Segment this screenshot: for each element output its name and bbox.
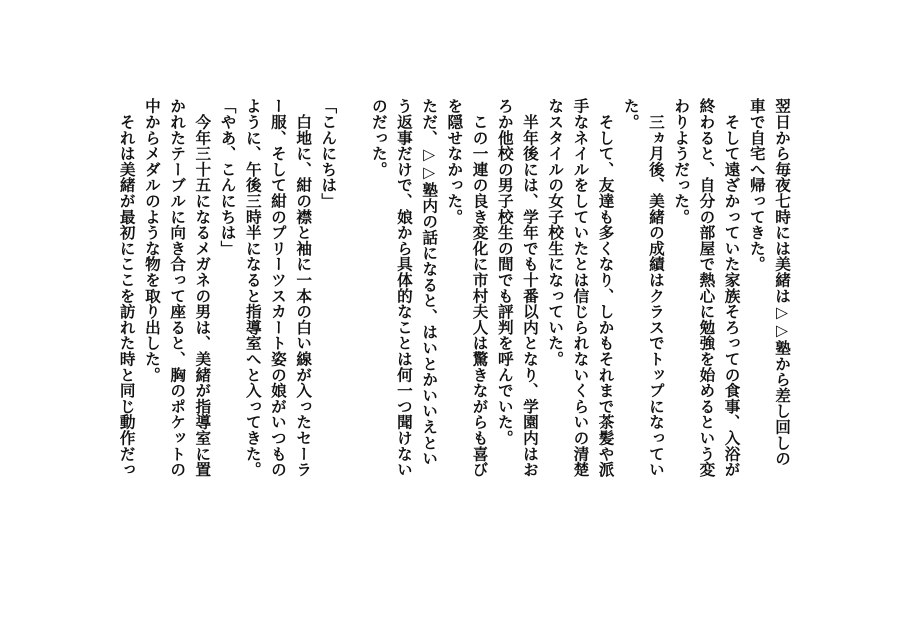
text-line: 「やあ、こんにちは」	[218, 98, 237, 256]
text-line: なスタイルの女子校生になっていた。	[546, 98, 565, 367]
text-line: ろか他校の男子校生の間でも評判を呼んでいた。	[495, 98, 514, 446]
text-line: ように、午後三時半になると指導室へと入ってきた。	[243, 98, 262, 478]
blank-line	[340, 98, 365, 568]
text-line: た。	[621, 98, 640, 130]
text-line: 車で自宅へ帰ってきた。	[747, 98, 766, 272]
text-line: 今年三十五になるメガネの男は、美緒が指導室に置	[193, 98, 212, 478]
text-line: そして遠ざかっていた家族そろっての食事、入浴が	[722, 98, 741, 478]
text-line: かれたテーブルに向き合って座ると、胸のポケットの	[168, 98, 187, 478]
vertical-text-block	[114, 98, 794, 568]
text-line: ただ、▷▷塾内の話になると、はいとかいいえとい	[420, 98, 439, 467]
text-line: 三ヵ月後、美緒の成績はクラスでトップになってい	[646, 98, 665, 478]
text-line: それは美緒が最初にここを訪れた時と同じ動作だっ	[117, 98, 136, 478]
text-line: 中からメダルのような物を取り出した。	[142, 98, 161, 383]
text-line: この一連の良き変化に市村夫人は驚きながらも喜び	[470, 98, 489, 478]
text-line: のだった。	[369, 98, 388, 177]
text-line: 半年後には、学年でも十番以内となり、学園内はお	[520, 98, 539, 478]
text-line: 手なネイルをしていたとは信じられないくらいの清楚	[571, 98, 590, 478]
text-line: 白地に、紺の襟と袖に一本の白い線が入ったセーラ	[294, 98, 313, 478]
text-line: 「こんにちは」	[319, 98, 338, 209]
text-line: ー服、そして紺のプリーツスカート姿の娘がいつもの	[268, 98, 287, 478]
text-line: を隠せなかった。	[445, 98, 464, 225]
text-line: 翌日から毎夜七時には美緒は▷▷塾から差し回しの	[773, 98, 791, 467]
text-line: そして、友達も多くなり、しかもそれまで茶髪や派	[596, 98, 615, 478]
text-line: 終わると、自分の部屋で熱心に勉強を始めるという変	[697, 98, 716, 478]
text-line: わりようだった。	[672, 98, 691, 225]
text-line: う返事だけで、娘から具体的なことは何一つ聞けない	[394, 98, 413, 478]
